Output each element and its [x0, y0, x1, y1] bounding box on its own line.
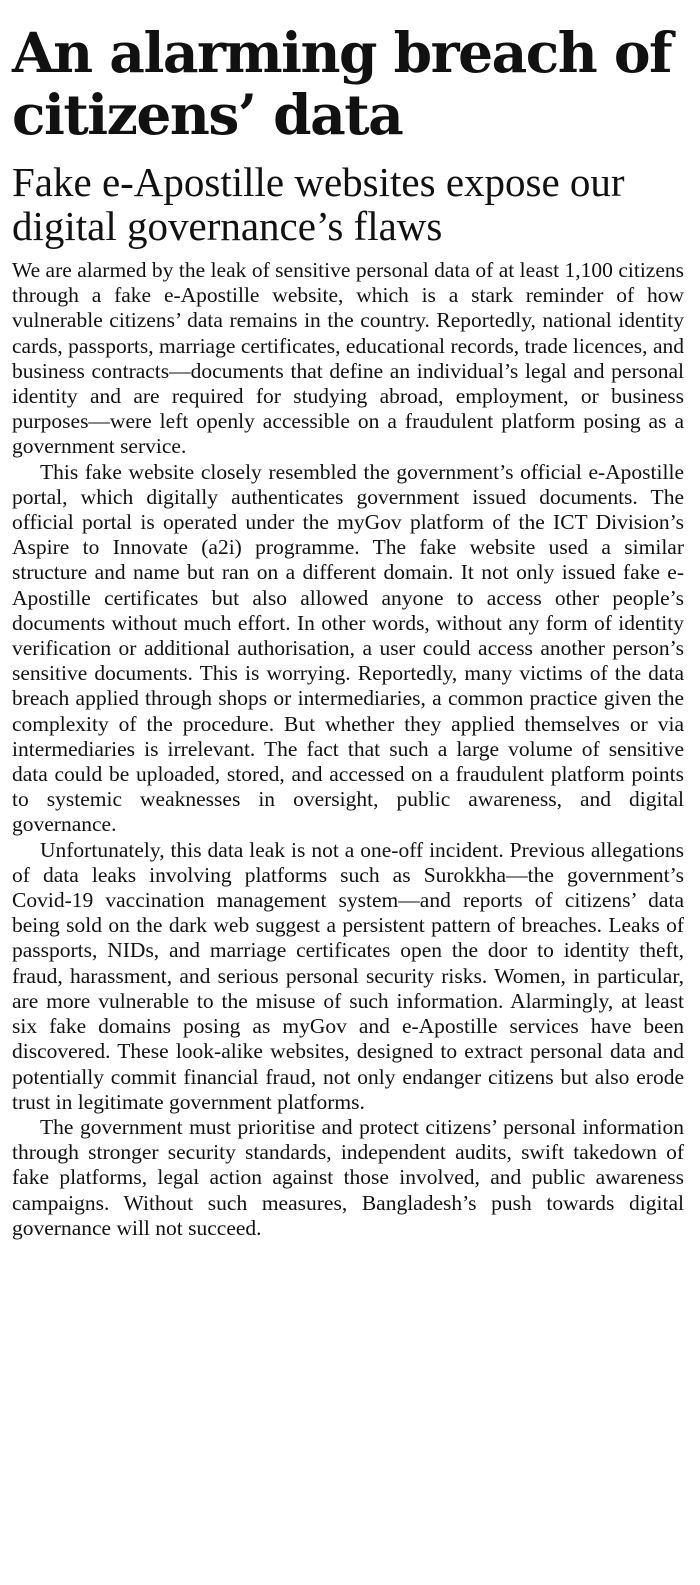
- subheadline: Fake e-Apostille websites expose our digital governance’s flaws: [12, 159, 625, 249]
- paragraph-3: Unfortunately, this data leak is not a one-off incident. Previous allegations of data leaks involving platforms such as Surokkha—the government’s Covid-19 vaccination management system—and reports of citizens’ data being sold on the dark web suggest a persistent pattern of breaches. Leaks of passports, NIDs, and marriage certificates open the door to identity theft, fraud, harassment, and serious personal security risks. Women, in particular, are more vulnerable to the misuse of such information. Alarmingly, at least six fake domains posing as myGov and e-Apostille services have been discovered. These look-alike websites, designed to extract personal data and potentially commit financial fraud, not only endanger citizens but also erode trust in legitimate government platforms.: [12, 837, 684, 1114]
- paragraph-2: This fake website closely resembled the government’s official e-Apostille portal, which digitally authenticates government issued documents. The official portal is operated under the myGov platform of the ICT Division’s Aspire to Innovate (a2i) programme. The fake website used a similar structure and name but ran on a different domain. It not only issued fake e-Apostille certificates but also allowed anyone to access other people’s documents without much effort. In other words, without any form of identity verification or additional authorisation, a user could access another person’s sensitive documents. This is worrying. Reportedly, many victims of the data breach applied through shops or intermediaries, a common practice given the complexity of the procedure. But whether they applied themselves or via intermediaries is irrelevant. The fact that such a large volume of sensitive data could be uploaded, stored, and accessed on a fraudulent platform points to systemic weaknesses in oversight, public awareness, and digital governance.: [12, 459, 684, 837]
- article-body: [12, 258, 684, 1241]
- paragraph-1: We are alarmed by the leak of sensitive personal data of at least 1,100 citizens through a fake e-Apostille website, which is a stark reminder of how vulnerable citizens’ data remains in the country. Reportedly, national identity cards, passports, marriage certificates, educational records, trade licences, and business contracts—documents that define an individual’s legal and personal identity and are required for studying abroad, employment, or business purposes—were left openly accessible on a fraudulent platform posing as a government service.: [12, 258, 684, 459]
- paragraph-4: The government must prioritise and protect citizens’ personal information through stronger security standards, independent audits, swift takedown of fake platforms, legal action against those involved, and public awareness campaigns. Without such measures, Bangladesh’s push towards digital governance will not succeed.: [12, 1114, 684, 1240]
- editorial-article: [12, 22, 684, 1241]
- headline: An alarming breach of citizens’ data: [12, 20, 672, 147]
